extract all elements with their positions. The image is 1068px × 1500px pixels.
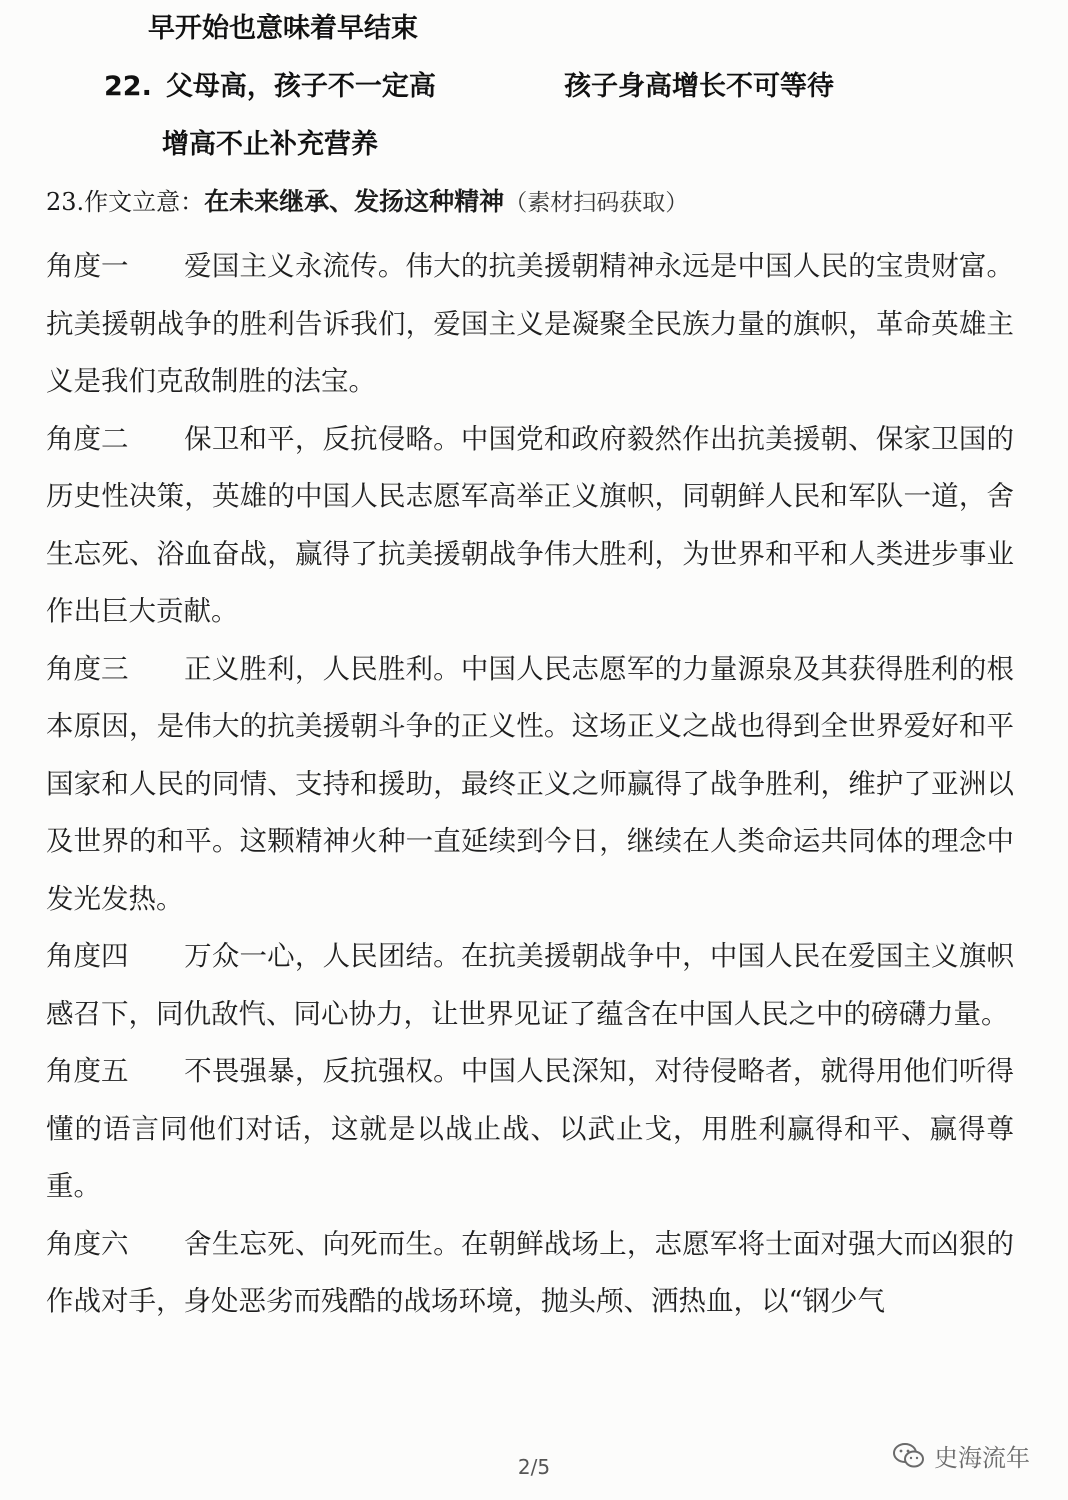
angle-text-5: 不畏强暴，反抗强权。中国人民深知，对待侵略者，就得用他们听得懂的语言同他们对话，这就是以战止战、以武止戈，用胜利赢得和平、赢得尊重。 (46, 1055, 1014, 1202)
watermark (892, 1438, 1030, 1473)
answer-line-3-text: 增高不止补充营养 (162, 129, 378, 160)
angle-paragraph-6 (46, 1216, 1014, 1331)
angles-body (46, 238, 1014, 1331)
page-number: 2/5 (517, 1455, 551, 1479)
question-22-right-text: 孩子身高增长不可等待 (564, 71, 834, 102)
angle-label-2: 角度二 (46, 422, 129, 455)
angle-label-3: 角度三 (46, 652, 129, 685)
answer-line-3 (162, 128, 378, 162)
question-23-prompt (46, 186, 688, 219)
angle-paragraph-1 (46, 238, 1014, 411)
watermark-text: 史海流年 (934, 1444, 1030, 1472)
angle-label-6: 角度六 (46, 1227, 129, 1260)
angle-label-1: 角度一 (46, 250, 129, 282)
answer-line-1-text: 早开始也意味着早结束 (148, 13, 418, 44)
question-23-prefix: 23.作文立意： (46, 188, 205, 216)
angle-text-6: 舍生忘死、向死而生。在朝鲜战场上，志愿军将士面对强大而凶狠的作战对手，身处恶劣而残酷的战场环境，抛头颅、洒热血，以“钢少气 (46, 1227, 1014, 1317)
angle-text-4: 万众一心，人民团结。在抗美援朝战争中，中国人民在爱国主义旗帜感召下，同仇敌忾、同心协力，让世界见证了蕴含在中国人民之中的磅礴力量。 (46, 940, 1014, 1030)
angle-paragraph-5 (46, 1043, 1014, 1216)
wechat-icon (892, 1441, 926, 1471)
question-23-theme: 在未来继承、发扬这种精神 (204, 187, 505, 216)
question-23-note: （素材扫码获取） (504, 190, 689, 216)
question-22-number: 22. (104, 71, 152, 102)
answer-line-1 (148, 12, 418, 46)
angle-paragraph-2 (46, 411, 1014, 641)
angle-text-3: 正义胜利，人民胜利。中国人民志愿军的力量源泉及其获得胜利的根本原因，是伟大的抗美援朝斗争的正义性。这场正义之战也得到全世界爱好和平国家和人民的同情、支持和援助，最终正义之师赢得了战争胜利，维护了亚洲以及世界的和平。这颗精神火种一直延续到今日，继续在人类命运共同体的理念中发光发热。 (46, 652, 1014, 915)
question-22-left-text: 父母高，孩子不一定高 (165, 71, 436, 102)
angle-label-5: 角度五 (46, 1055, 129, 1087)
angle-label-4: 角度四 (46, 940, 129, 972)
angle-paragraph-4 (46, 928, 1014, 1043)
question-22-line (104, 70, 964, 104)
angle-text-1: 爱国主义永流传。伟大的抗美援朝精神永远是中国人民的宝贵财富。抗美援朝战争的胜利告诉我们，爱国主义是凝聚全民族力量的旗帜，革命英雄主义是我们克敌制胜的法宝。 (46, 250, 1014, 397)
angle-text-2: 保卫和平，反抗侵略。中国党和政府毅然作出抗美援朝、保家卫国的历史性决策，英雄的中国人民志愿军高举正义旗帜，同朝鲜人民和军队一道，舍生忘死、浴血奋战，赢得了抗美援朝战争伟大胜利，为世界和平和人类进步事业作出巨大贡献。 (46, 422, 1014, 627)
angle-paragraph-3 (46, 641, 1014, 929)
